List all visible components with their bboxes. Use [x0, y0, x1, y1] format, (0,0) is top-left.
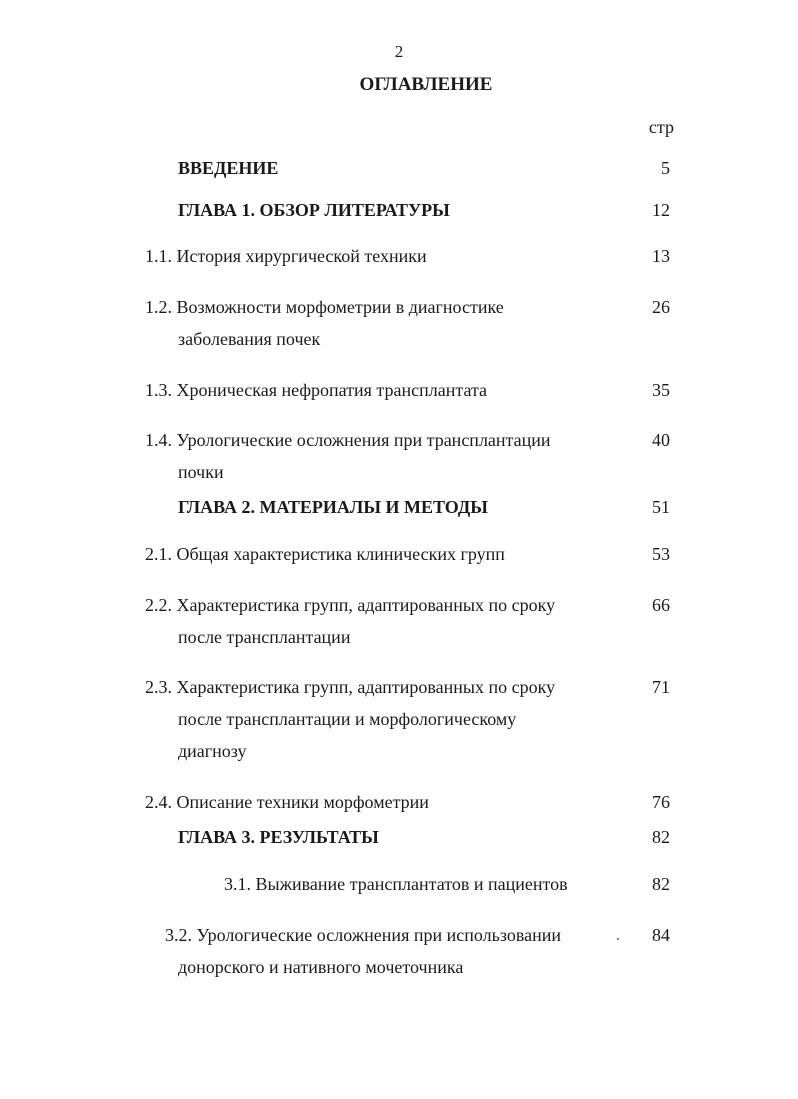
toc-page-1-3: 35 [652, 380, 670, 400]
toc-page-chapter-3: 82 [652, 827, 670, 847]
toc-page-1-1: 13 [652, 246, 670, 266]
toc-entry-2-3-cont: после трансплантации и морфологическому [178, 709, 517, 729]
toc-entry-1-3: 1.3. Хроническая нефропатия трансплантата [145, 380, 488, 400]
toc-page-chapter-1: 12 [652, 200, 670, 220]
toc-entry-2-3-cont2: диагнозу [178, 741, 247, 761]
toc-page-3-2: 84 [652, 925, 670, 945]
toc-entry-2-4: 2.4. Описание техники морфометрии [145, 792, 429, 812]
toc-entry-3-2: 3.2. Урологические осложнения при использовании [165, 925, 561, 945]
scan-speck [617, 938, 619, 940]
toc-entry-2-3: 2.3. Характеристика групп, адаптированных по сроку [145, 677, 556, 697]
toc-page-chapter-2: 51 [652, 497, 670, 517]
toc-page-3-1: 82 [652, 874, 670, 894]
page-number: 2 [394, 42, 404, 61]
toc-entry-chapter-1: ГЛАВА 1. ОБЗОР ЛИТЕРАТУРЫ [178, 200, 450, 220]
toc-entry-introduction: ВВЕДЕНИЕ [178, 158, 279, 178]
toc-entry-chapter-2: ГЛАВА 2. МАТЕРИАЛЫ И МЕТОДЫ [178, 497, 488, 517]
toc-page-2-1: 53 [652, 544, 670, 564]
toc-page-introduction: 5 [661, 158, 670, 178]
toc-entry-1-2: 1.2. Возможности морфометрии в диагностике [145, 297, 504, 317]
toc-entry-3-2-cont: донорского и нативного мочеточника [178, 957, 464, 977]
toc-entry-1-2-cont: заболевания почек [178, 329, 321, 349]
toc-entry-3-1: 3.1. Выживание трансплантатов и пациентов [224, 874, 568, 894]
toc-entry-1-4: 1.4. Урологические осложнения при трансплантации [145, 430, 551, 450]
toc-page-2-2: 66 [652, 595, 670, 615]
toc-entry-1-1: 1.1. История хирургической техники [145, 246, 427, 266]
toc-entry-1-4-cont: почки [178, 462, 224, 482]
toc-title: ОГЛАВЛЕНИЕ [359, 74, 493, 95]
page-column-label: стр [648, 117, 674, 137]
toc-entry-2-2: 2.2. Характеристика групп, адаптированных по сроку [145, 595, 556, 615]
toc-page-1-4: 40 [652, 430, 670, 450]
toc-page-1-2: 26 [652, 297, 670, 317]
toc-page-2-3: 71 [652, 677, 670, 697]
toc-entry-2-1: 2.1. Общая характеристика клинических групп [145, 544, 505, 564]
toc-entry-chapter-3: ГЛАВА 3. РЕЗУЛЬТАТЫ [178, 827, 379, 847]
toc-entry-2-2-cont: после трансплантации [178, 627, 351, 647]
toc-page-2-4: 76 [652, 792, 670, 812]
